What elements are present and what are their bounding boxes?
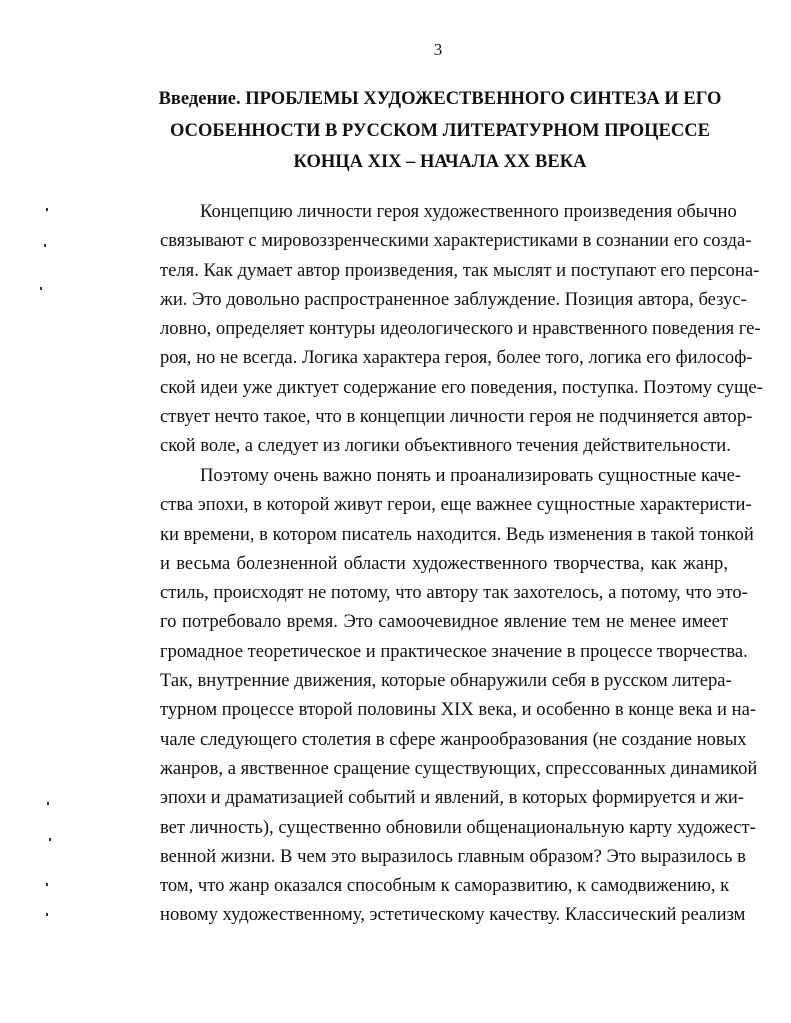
text-line: турном процессе второй половины XIX века, и особенно в конце века и на- [160,699,757,721]
scan-speck [46,913,48,916]
text-line: Концепцию личности героя художественного произведения обычно [200,201,737,222]
scan-speck [40,287,42,290]
scan-speck [47,802,49,805]
scan-speck [46,208,48,211]
title-line: КОНЦА XIX – НАЧАЛА XX ВЕКА [293,152,587,172]
text-line: ки времени, в котором писатель находится. Ведь изменения в такой тонкой [160,523,754,545]
text-line: чале следующего столетия в сфере жанрообразования (не создание новых [160,728,747,750]
text-line: Так, внутренние движения, которые обнаружили себя в русском литера- [160,670,732,692]
text-line: венной жизни. В чем это выразилось главным образом? Это выразилось в [160,845,746,867]
text-line: вет личность), существенно обновили общенациональную карту художест- [160,816,756,838]
text-line: ствует нечто такое, что в концепции личности героя не подчиняется автор- [160,406,753,428]
text-line: Поэтому очень важно понять и проанализировать сущностные каче- [200,465,742,486]
text-line: и весьма болезненной области художественного творчества, как жанр, [160,552,728,574]
text-line: теля. Как думает автор произведения, так мыслят и поступают его персона- [160,259,760,281]
scan-speck [46,883,48,886]
text-line: громадное теоретическое и практическое значение в процессе творчества. [160,640,748,662]
scan-speck [44,244,46,247]
text-line: роя, но не всегда. Логика характера героя, более того, логика его философ- [160,347,753,369]
text-line: том, что жанр оказался способным к саморазвитию, к самодвижению, к [160,875,730,897]
text-line: новому художественному, эстетическому качеству. Классический реализм [160,904,746,926]
text-line: го потребовало время. Это самоочевидное явление тем не менее имеет [160,611,728,633]
text-line: ства эпохи, в которой живут герои, еще важнее сущностные характеристи- [160,494,752,516]
text-line: связывают с мировоззренческими характеристиками в сознании его созда- [160,230,752,252]
chapter-title [120,84,760,179]
text-line: жанров, а явственное сращение существующих, спрессованных динамикой [160,757,758,779]
title-line: ОСОБЕННОСТИ В РУССКОМ ЛИТЕРАТУРНОМ ПРОЦЕССЕ [170,120,710,141]
title-line: Введение. ПРОБЛЕМЫ ХУДОЖЕСТВЕННОГО СИНТЕЗА И ЕГО [158,89,722,109]
text-line: стиль, происходят не потому, что автору так захотелось, а потому, что это- [160,582,748,604]
paragraph-2 [160,461,758,930]
paragraph-1 [160,197,763,461]
text-line: ской воле, а следует из логики объективного течения действительности. [160,435,731,457]
text-line: ловно, определяет контуры идеологического и нравственного поведения ге- [160,318,761,340]
text-line: жи. Это довольно распространенное заблуждение. Позиция автора, безус- [160,288,747,310]
page-number: 3 [433,40,443,59]
scan-speck [49,838,51,841]
text-line: эпохи и драматизацией событий и явлений, в которых формируется и жи- [160,787,744,809]
text-line: ской идеи уже диктует содержание его поведения, поступка. Поэтому суще- [160,376,763,398]
